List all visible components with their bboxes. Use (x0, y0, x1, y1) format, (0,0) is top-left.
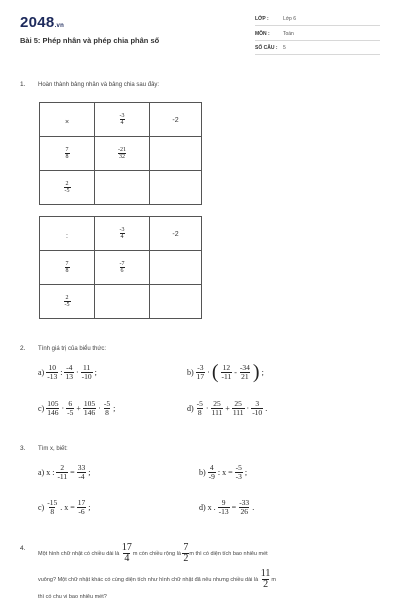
meta-count-key: SỐ CÂU : (255, 45, 278, 51)
logo-text: 2048 (20, 14, 55, 31)
question-text: Hoàn thành bảng nhân và bảng chia sau đây: (38, 82, 160, 88)
meta-subject (255, 31, 380, 41)
meta-class-key: LỚP : (255, 16, 269, 22)
meta-subject-key: MÔN : (255, 31, 270, 37)
table-cell-empty[interactable] (150, 251, 202, 285)
table-cell-empty[interactable] (95, 171, 150, 205)
expression-3c: c) $\frac{-15}{8}$ . x = $\frac{17}{-6}$ ; (38, 498, 91, 516)
table-row-header: $\frac{2}{-5}$ (40, 171, 95, 205)
table-header-cell: -2 (150, 217, 202, 251)
table-corner: × (40, 103, 95, 137)
table-cell-empty[interactable] (95, 285, 150, 319)
meta-divider (255, 54, 380, 55)
table-cell-empty[interactable] (150, 171, 202, 205)
question-number: 2. (20, 345, 26, 352)
table-header-cell: $\frac{-3}{4}$ (95, 217, 150, 251)
expression-2b: b) $\frac{-3}{17}$ · ( $\frac{12}{-11}$ - $\frac{-34}{21}$ ) ; (187, 361, 264, 383)
expression-3b: b) $\frac{4}{-9}$ : x = $\frac{-5}{-3}$ ; (199, 463, 248, 481)
division-table (39, 216, 202, 319)
table-header-cell: -2 (150, 103, 202, 137)
table-cell-empty[interactable] (150, 285, 202, 319)
table-corner: : (40, 217, 95, 251)
expression-3a: a) x : $\frac{2}{-11}$ = $\frac{33}{-4}$ ; (38, 463, 91, 481)
table-row-header: $\frac{2}{-5}$ (40, 285, 95, 319)
meta-class-value: Lớp 6 (283, 16, 297, 22)
expression-2d: d) $\frac{-5}{8}$ · $\frac{25}{111}$ + $\frac{25}{111}$ · $\frac{3}{-10}$ . (187, 399, 268, 417)
question-number: 4. (20, 545, 26, 552)
meta-subject-value: Toán (283, 31, 294, 37)
question-number: 1. (20, 81, 26, 88)
site-logo[interactable] (20, 14, 64, 31)
question-text: Tính giá trị của biểu thức: (38, 346, 107, 352)
question-number: 3. (20, 445, 26, 452)
table-row-header: $\frac{7}{8}$ (40, 251, 95, 285)
lesson-title: Bài 5: Phép nhân và phép chia phân số (20, 36, 160, 45)
table-cell-filled: $\frac{-7}{6}$ (95, 251, 150, 285)
expression-2c: c) $\frac{105}{146}$ · $\frac{6}{-5}$ + $\frac{105}{146}$ · $\frac{-5}{8}$ ; (38, 399, 116, 417)
question-text: Tìm x, biết: (38, 446, 68, 452)
meta-class (255, 16, 380, 26)
logo-suffix: .vn (54, 23, 65, 29)
expression-3d: d) x . $\frac{9}{-13}$ = $\frac{-33}{26}$ . (199, 498, 255, 516)
meta-count (255, 45, 380, 55)
question-4-line-2: vuông? Một chữ nhật khác có cùng diện tích như hình chữ nhật đã nêu nhưng chiều dài là $\frac{11}{2}$ m (38, 568, 276, 590)
table-cell-empty[interactable] (150, 137, 202, 171)
meta-divider (255, 40, 380, 41)
table-header-cell: $\frac{-3}{4}$ (95, 103, 150, 137)
question-4-line-1: Một hình chữ nhật có chiều dài là $\frac{17}{4}$ m còn chiều rộng là $\frac{7}{2}$ m thì có diện tích bao nhiêu mét (38, 542, 268, 564)
multiplication-table (39, 102, 202, 205)
table-cell-filled: $\frac{-21}{32}$ (95, 137, 150, 171)
meta-count-value: 5 (283, 45, 286, 51)
table-row-header: $\frac{7}{8}$ (40, 137, 95, 171)
question-4-line-3: thì có chu vi bao nhiêu mét? (38, 594, 107, 600)
meta-divider (255, 25, 380, 26)
expression-2a: a) $\frac{10}{-13}$ : $\frac{-4}{13}$ · $\frac{11}{-10}$ ; (38, 363, 97, 381)
